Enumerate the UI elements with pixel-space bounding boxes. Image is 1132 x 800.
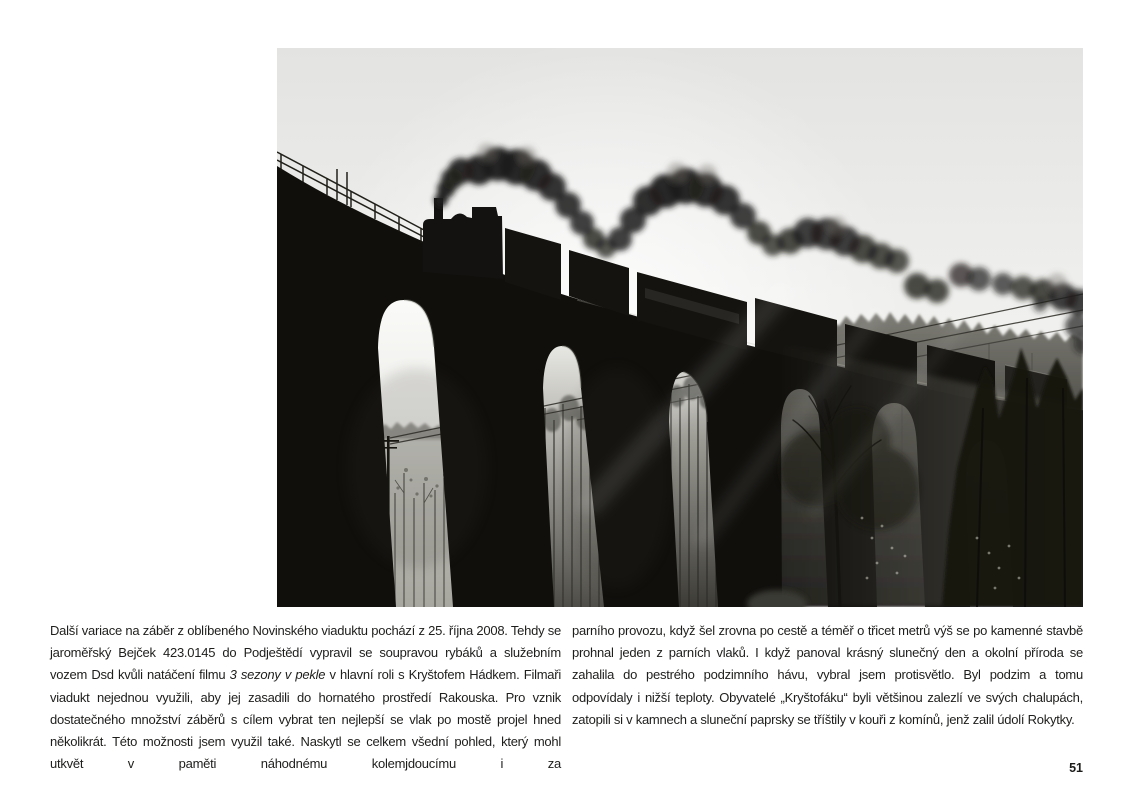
article-paragraph-left [50,620,561,775]
article-text-after-title: v hlavní roli s Kryštofem Hádkem. Filmaři viadukt nejednou využili, aby jej zasadili do hornatého prostředí Rakouska. Pro vznik dostatečného množství záběrů s cílem vybrat ten nejlepší se vlak po mostě projel hned několikrát. Této možnosti jsem využil také. Naskytl se celkem všední pohled, který mohl utkvět v paměti náhodnému kolemjdoucímu i za [50,667,561,772]
viaduct-photo-art [277,48,1083,607]
article-text-before-title: Další variace na záběr z oblíbeného Novinského viaduktu pochází z 25. října 2008. Tehdy se jaroměřský Bejček 423.0145 do Podještědí vypravil se soupravou rybáků a služebním vozem Dsd kvůli natáčení filmu [50,623,561,683]
film-title: 3 sezony v pekle [229,667,326,683]
page-number: 51 [1069,761,1083,775]
article-paragraph-right: parního provozu, když šel zrovna po cestě a téměř o třicet metrů výš se po kamenné stavbě prohnal jeden z parních vlaků. I když panoval krásný slunečný den a okolní příroda se zahalila do pestrého podzimního hávu, vybral jsem protisvětlo. Byl podzim a tomu odpovídaly i nižší teploty. Obyvatelé „Kryštofáku“ byli většinou zalezlí ve svých chalupách, zatopili si v kamnech a sluneční paprsky se tříštily v kouři z komínů, jenž zalil údolí Rokytky. [572,623,1083,727]
article-column-2 [572,620,1083,731]
article-column-1 [50,620,561,775]
viaduct-photo [277,48,1083,607]
